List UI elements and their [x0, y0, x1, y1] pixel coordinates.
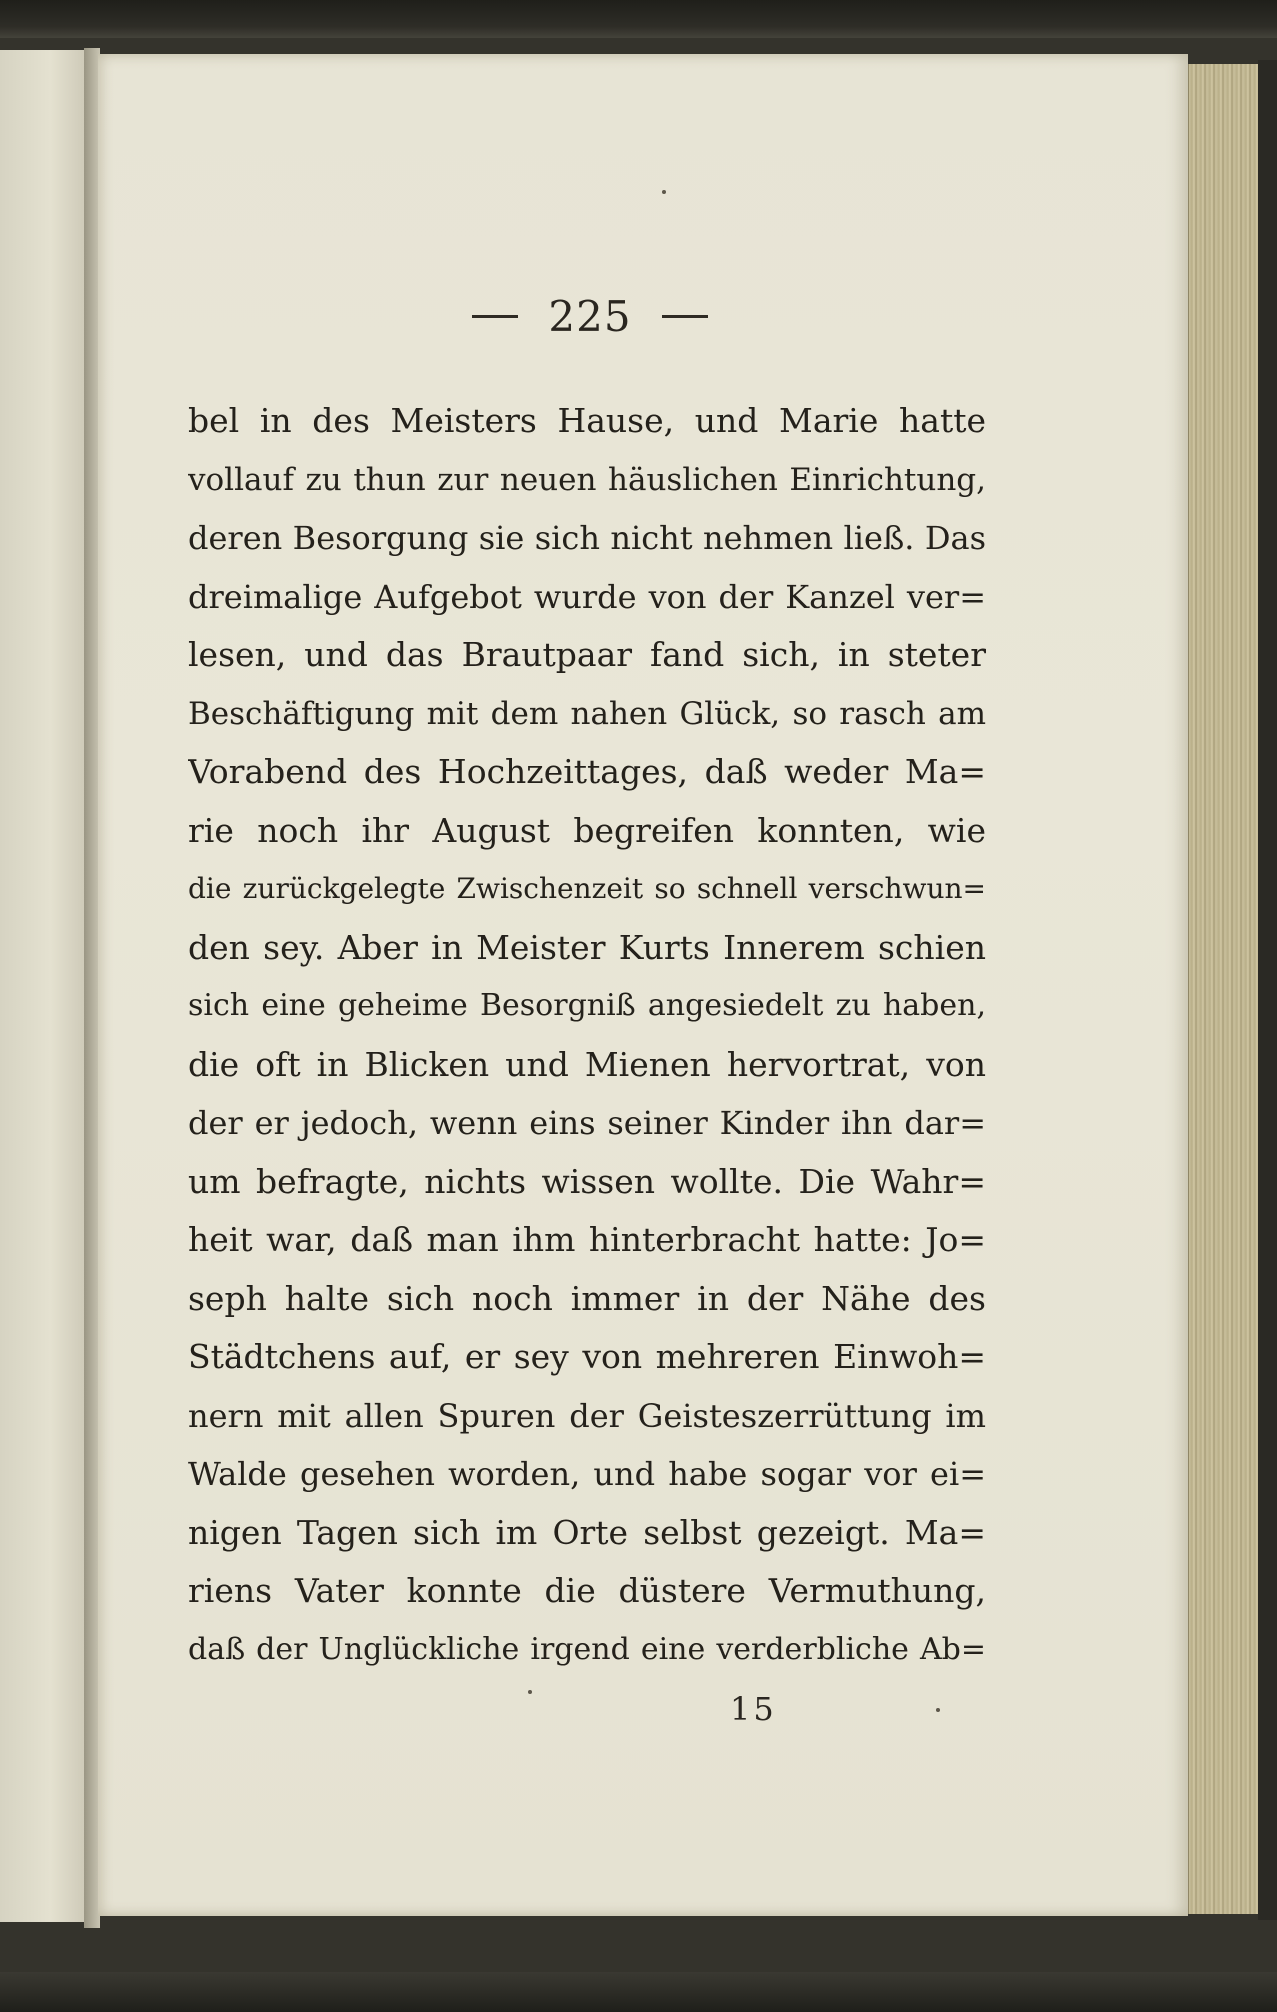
text-line: die oft in Blicken und Mienen hervortrat, von [188, 1044, 986, 1084]
page-fore-edge [1188, 64, 1261, 1914]
text-line: nern mit allen Spuren der Geisteszerrüttung im [188, 1396, 986, 1435]
page-header [440, 286, 740, 346]
text-line: Beschäftigung mit dem nahen Glück, so rasch am [188, 695, 986, 732]
text-line: dreimalige Aufgebot wurde von der Kanzel ver= [188, 577, 986, 616]
paper-speck [936, 1708, 940, 1712]
text-line: rie noch ihr August begreifen konnten, wie [188, 810, 986, 850]
text-line: heit war, daß man ihm hinterbracht hatte: Jo= [188, 1220, 986, 1259]
text-line: bel in des Meisters Hause, und Marie hatte [188, 401, 986, 440]
header-dash-left [472, 315, 518, 318]
text-line: Vorabend des Hochzeittages, daß weder Ma= [188, 752, 986, 791]
facing-page-edge [0, 50, 86, 1922]
paper-speck [662, 190, 666, 194]
text-line: daß der Unglückliche irgend eine verderbliche Ab= [188, 1631, 986, 1667]
text-line: riens Vater konnte die düstere Vermuthung, [188, 1571, 986, 1610]
text-line: seph halte sich noch immer in der Nähe des [188, 1278, 986, 1318]
printer-signature: 15 [730, 1690, 777, 1728]
paper-speck [528, 1690, 532, 1694]
text-line: Walde gesehen worden, und habe sogar vor ei= [188, 1455, 986, 1493]
text-line: sich eine geheime Besorgniß angesiedelt zu haben, [188, 988, 986, 1023]
scan-bottom-edge [0, 1972, 1277, 2012]
text-line: lesen, und das Brautpaar fand sich, in steter [188, 635, 986, 674]
text-line: die zurückgelegte Zwischenzeit so schnell verschwun= [188, 872, 986, 905]
text-line: deren Besorgung sie sich nicht nehmen ließ. Das [188, 519, 986, 557]
header-dash-right [662, 315, 708, 318]
text-line: vollauf zu thun zur neuen häuslichen Einrichtung, [188, 461, 986, 498]
text-line: den sey. Aber in Meister Kurts Innerem schien [188, 927, 986, 967]
text-line: um befragte, nichts wissen wollte. Die Wahr= [188, 1161, 986, 1201]
page-number: 225 [548, 291, 632, 341]
scan-right-edge [1258, 60, 1277, 1920]
text-line: der er jedoch, wenn eins seiner Kinder ihn dar= [188, 1104, 986, 1142]
page-body-text [188, 392, 986, 1679]
scan-top-edge [0, 0, 1277, 38]
text-line: Städtchens auf, er sey von mehreren Einwoh= [188, 1337, 986, 1376]
text-line: nigen Tagen sich im Orte selbst gezeigt. Ma= [188, 1512, 986, 1552]
